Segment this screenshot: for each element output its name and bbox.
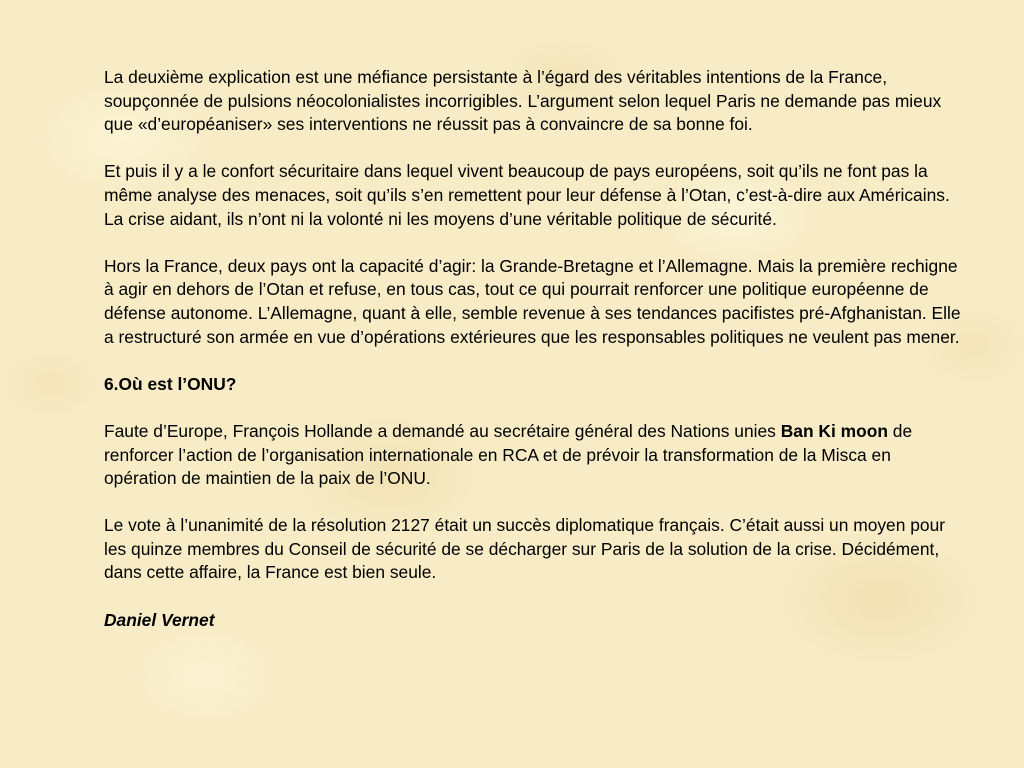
paragraph-vote-unanimite: Le vote à l’unanimité de la résolution 2127 était un succès diplomatique français. C’était aussi un moyen pour les quinze membres du Conseil de sécurité de se décharger sur Paris de la solution de la crise. Décidément, dans cette affaire, la France est bien seule. [104, 515, 946, 583]
paragraph-mefiance: La deuxième explication est une méfiance persistante à l’égard des véritables intentions de la France, soupçonnée de pulsions néocolonialistes incorrigibles. L’argument selon lequel Paris ne demande pas mieux que «d’européaniser» ses interventions ne réussit pas à convaincre de sa bonne foi. [104, 67, 942, 135]
paragraph-confort-securitaire: Et puis il y a le confort sécuritaire dans lequel vivent beaucoup de pays européens, soit qu’ils ne font pas la même analyse des menaces, soit qu’ils s’en remettent pour leur défense à l’Otan, c’est-à-dire aux Américains. La crise aidant, ils n’ont ni la volonté ni les moyens d’une véritable politique de sécurité. [104, 161, 950, 229]
paragraph-faute-europe [104, 420, 964, 491]
section-heading-onu: 6.Où est l’ONU? [104, 373, 237, 394]
paragraph-faute-europe-start: Faute d’Europe, François Hollande a demandé au secrétaire général des Nations unies [104, 420, 781, 441]
paragraph-faute-europe-end: de renforcer l’action de l’organisation internationale en RCA et de prévoir la transformation de la Misca en opération de maintien de la paix de l’ONU. [104, 420, 913, 489]
author-signature: Daniel Vernet [104, 609, 215, 630]
document-body [104, 66, 964, 632]
bold-name-ban-ki-moon: Ban Ki moon [780, 420, 888, 441]
paragraph-hors-la-france: Hors la France, deux pays ont la capacité d’agir: la Grande-Bretagne et l’Allemagne. Mais la première rechigne à agir en dehors de l’Otan et refuse, en tous cas, tout ce qui pourrait renforcer une politique européenne de défense autonome. L’Allemagne, quant à elle, semble revenue à ses tendances pacifistes pré-Afghanistan. Elle a restructuré son armée en vue d’opérations extérieures que les responsables politiques ne veulent pas mener. [104, 255, 961, 347]
